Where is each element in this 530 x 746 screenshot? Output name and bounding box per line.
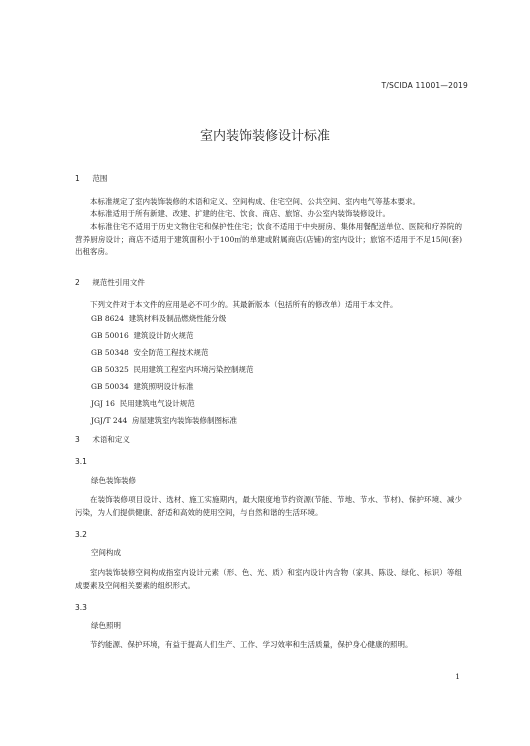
reference-item [91,313,226,325]
reference-code: GB 50034 [91,382,129,391]
reference-name: 建筑照明设计标准 [133,382,194,391]
document-title: 室内装饰装修设计标准 [199,129,330,144]
reference-name: 建筑材料及制品燃烧性能分级 [128,314,227,323]
term-definition: 节约能源、保护环境，有益于提高人们生产、工作、学习效率和生活质量，保护身心健康的照明。 [90,640,413,649]
reference-item [91,398,195,410]
clause-number: 3.2 [75,530,87,539]
document-code: T/SCIDA 11001—2019 [381,81,468,90]
reference-code: GB 50348 [91,348,129,357]
term-name: 空间构成 [91,548,121,557]
normative-intro: 下列文件对于本文件的应用是必不可少的。其最新版本（包括所有的修改单）适用于本文件。 [90,300,398,309]
reference-code: JGJ 16 [91,399,115,408]
scope-paragraph-3: 本标准住宅不适用于历史文物住宅和保护性住宅；饮食不适用于中央厨房、集体用餐配送单位、医院和疗养院的营养厨房设计；商店不适用于建筑面积小于100㎡的单建或附属商店(店铺)的室内设计；旅馆不适用于不足15间(套)出租客房。 [75,222,462,256]
reference-code: GB 50325 [91,365,129,374]
reference-name: 民用建筑工程室内环境污染控制规范 [133,365,254,374]
term-definition: 在装饰装修项目设计、选材、施工实施期内，最大限度地节约资源(节能、节地、节水、节材)、保护环境、减少污染，为人们提供健康、舒适和高效的使用空间，与自然和谐的生活环境。 [75,495,462,517]
reference-item [91,381,194,393]
section-heading-normative [75,277,145,288]
section-number: 3 [75,435,80,444]
section-title: 术语和定义 [92,435,130,444]
clause-number: 3.3 [75,603,87,612]
reference-item [91,415,237,427]
section-number: 1 [75,174,80,183]
reference-code: GB 8624 [91,314,124,323]
section-title: 规范性引用文件 [92,278,145,287]
reference-name: 安全防范工程技术规范 [133,348,209,357]
term-name: 绿色照明 [91,621,121,630]
reference-code: JGJ/T 244 [91,416,128,425]
section-number: 2 [75,278,80,287]
term-name: 绿色装饰装修 [91,476,136,485]
scope-paragraph-1: 本标准规定了室内装饰装修的术语和定义、空间构成、住宅空间、公共空间、室内电气等基本要求。 [90,197,420,206]
section-heading-scope [75,173,107,184]
term-definition: 室内装饰装修空间构成指室内设计元素（形、色、光、质）和室内设计内含物（家具、陈设、绿化、标识）等组成要素及空间相关要素的组织形式。 [75,568,462,590]
reference-name: 房屋建筑室内装饰装修制图标准 [132,416,238,425]
clause-number: 3.1 [75,457,87,466]
scope-paragraph-2: 本标准适用于所有新建、改建、扩建的住宅、饮食、商店、旅馆、办公室内装饰装修设计。 [90,209,390,218]
reference-name: 民用建筑电气设计规范 [119,399,195,408]
reference-item [91,330,194,342]
reference-code: GB 50016 [91,331,129,340]
reference-item [91,347,209,359]
page-number: 1 [455,672,460,681]
section-heading-terms [75,434,130,445]
reference-name: 建筑设计防火规范 [133,331,194,340]
reference-item [91,364,254,376]
section-title: 范围 [92,174,108,183]
